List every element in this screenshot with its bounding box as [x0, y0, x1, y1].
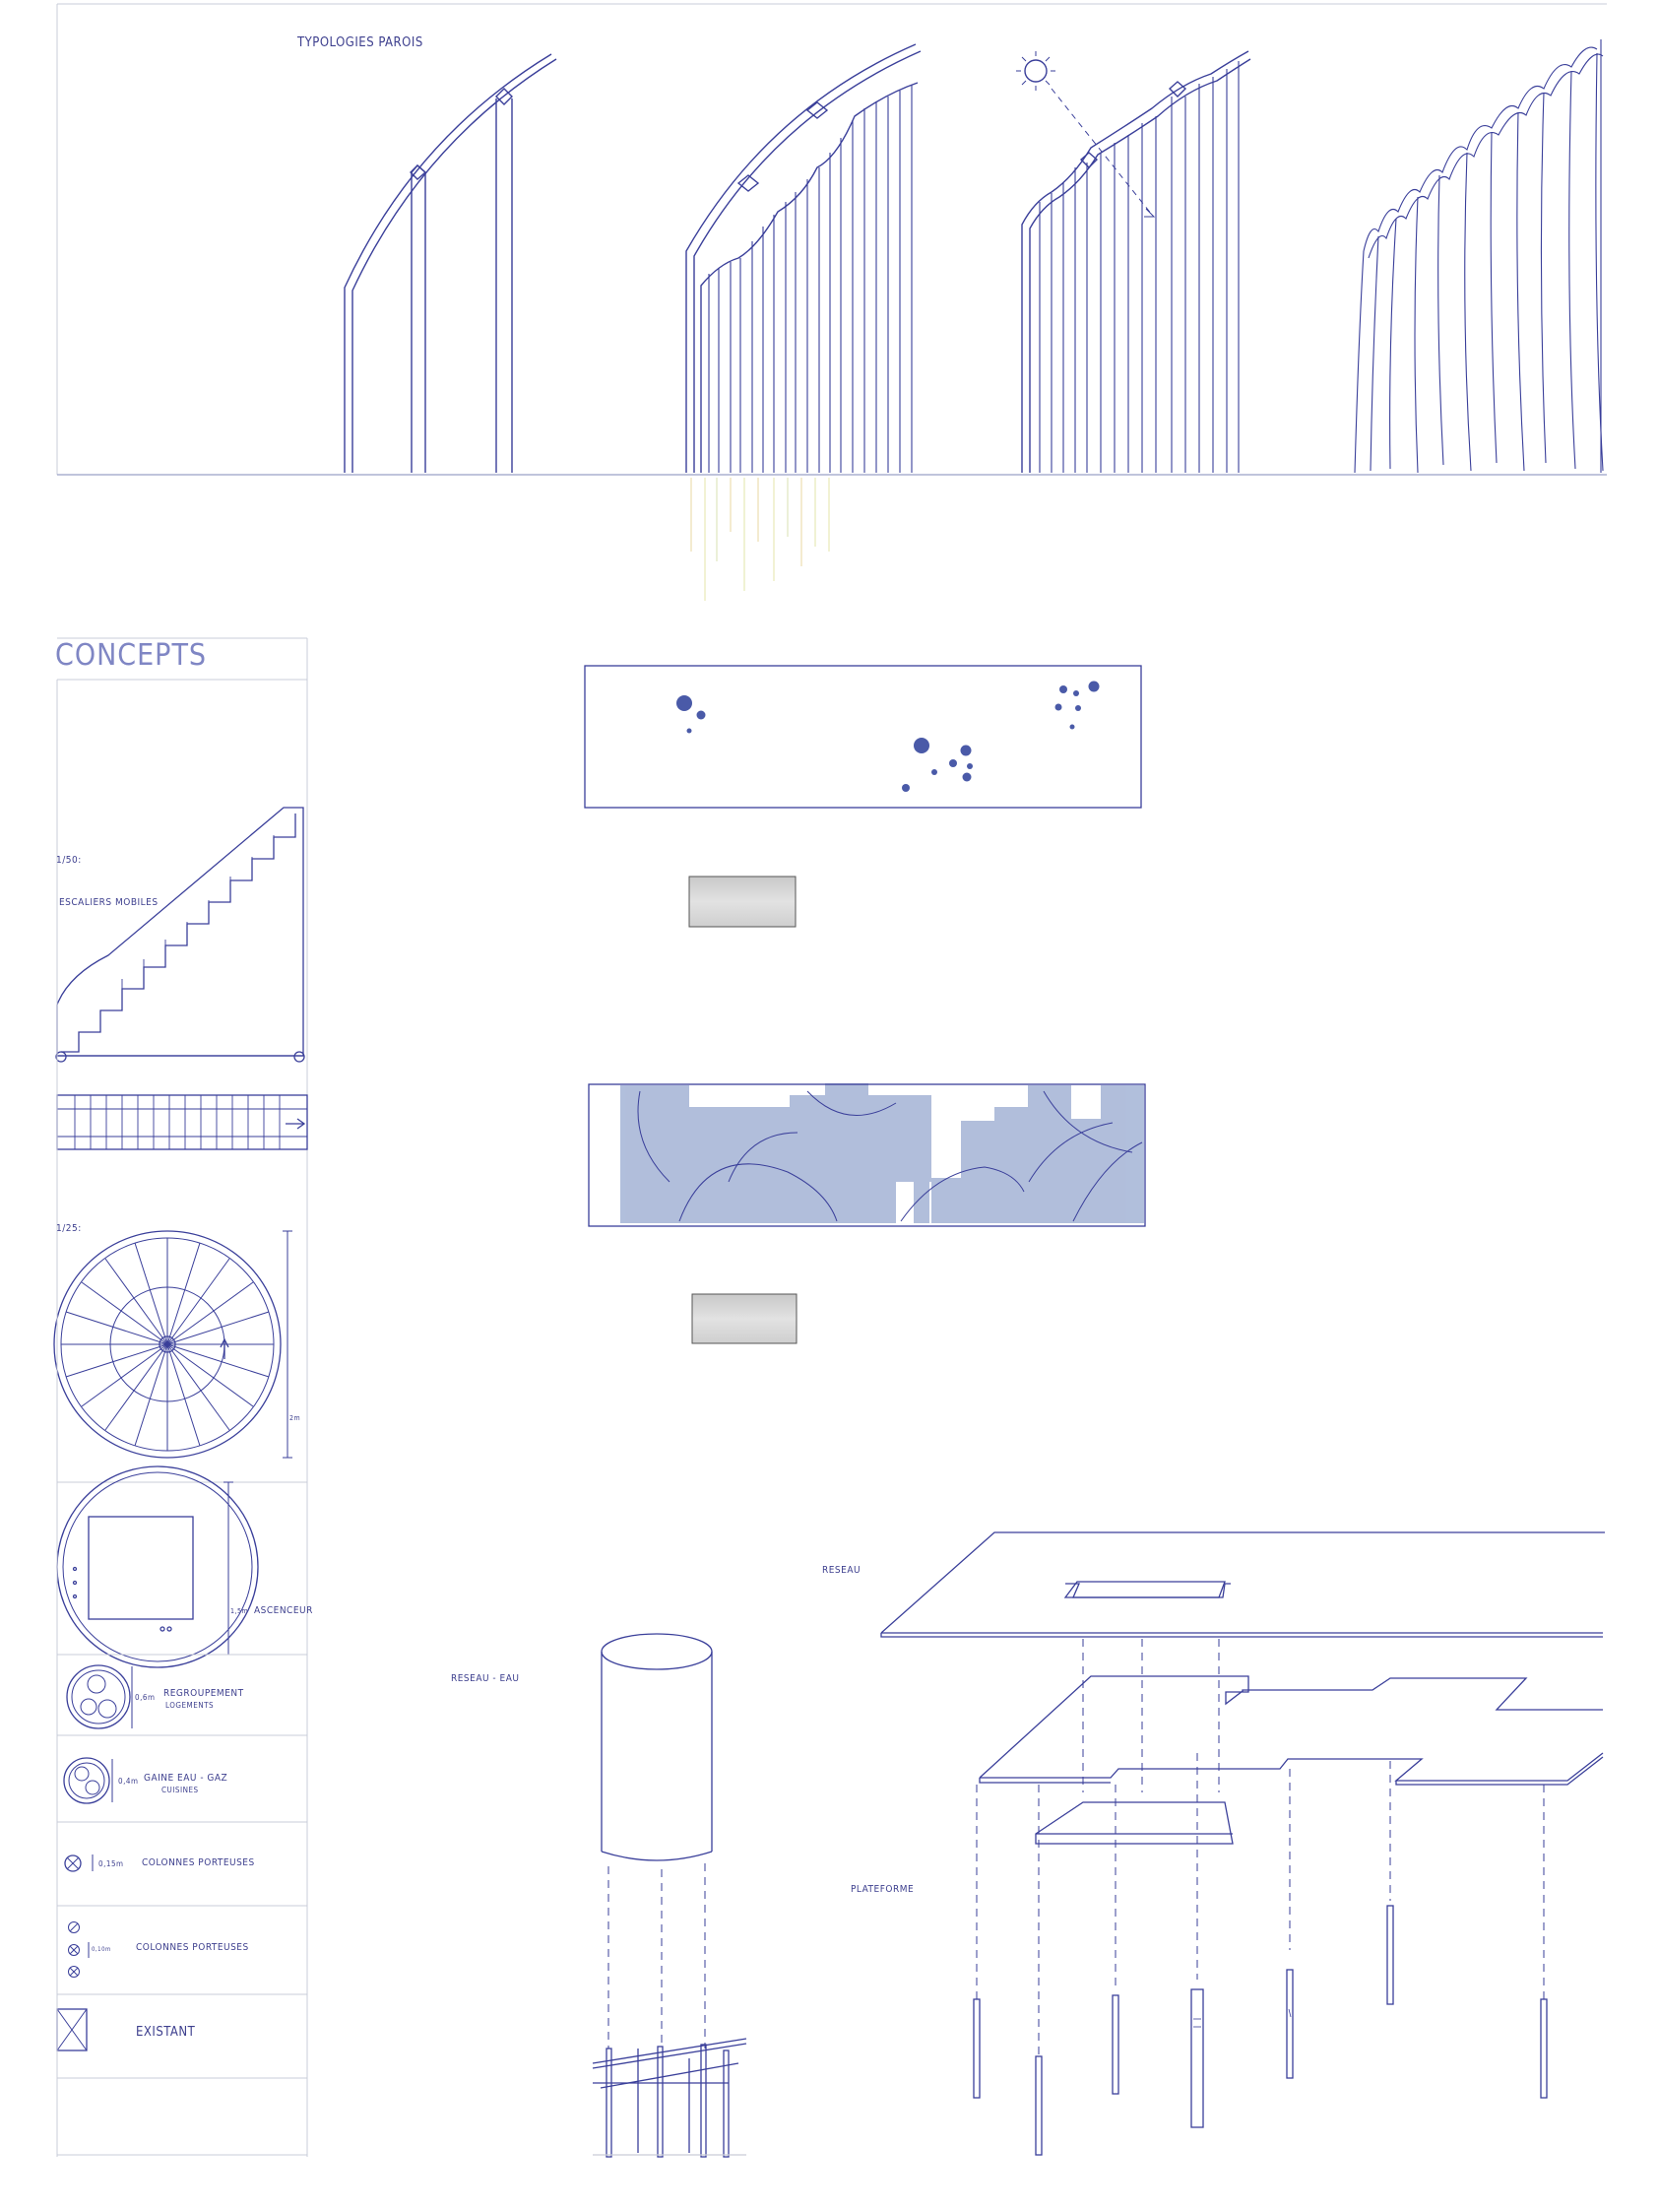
mosaic-plan-strip: [589, 1083, 1145, 1226]
gaine-eau-gaz-label: GAINE EAU - GAZ: [144, 1773, 228, 1784]
colonnes-porteuses-label-2: COLONNES PORTEUSES: [136, 1942, 249, 1953]
logements-label: LOGEMENTS: [165, 1701, 215, 1710]
reseau-eau-label: RESEAU - EAU: [451, 1673, 520, 1684]
elevator-plan: [57, 1466, 307, 1667]
plateforme-label: PLATEFORME: [851, 1884, 915, 1895]
dim-0-4m-label: 0,4m: [118, 1777, 139, 1786]
gray-material-swatch-2: [692, 1294, 797, 1343]
existant-label: EXISTANT: [136, 2025, 196, 2040]
color-drips: [691, 478, 829, 601]
mobile-stairs-elevation: [56, 808, 304, 1062]
typologies-parois-label: TYPOLOGIES PAROIS: [297, 35, 423, 50]
dim-0-10m-label: 0,10m: [92, 1946, 111, 1953]
gray-material-swatch-1: [689, 877, 796, 927]
scale-1-25-label: 1/25:: [56, 1223, 82, 1234]
spiral-stair-plan: [54, 1231, 292, 1458]
concepts-column: [54, 638, 307, 2157]
mobile-stairs-plan: [57, 1095, 307, 1149]
dim-1-5m-label: 1,5m: [230, 1607, 249, 1615]
wall-type-3: [1016, 51, 1250, 473]
dim-2m-label: 2m: [289, 1414, 301, 1422]
dim-0-6m-label: 0,6m: [135, 1693, 156, 1702]
plateforme-axonometric: [881, 1532, 1605, 2155]
colonnes-porteuses-symbol-2: [57, 1922, 307, 1995]
cuisines-label: CUISINES: [161, 1786, 199, 1794]
typologies-panel: [57, 4, 1607, 601]
wall-type-4: [1355, 39, 1603, 473]
reseau-label: RESEAU: [822, 1565, 861, 1576]
colonnes-porteuses-label-1: COLONNES PORTEUSES: [142, 1857, 255, 1868]
scale-1-50-label: 1/50:: [56, 855, 82, 866]
perforated-plan-strip: [585, 666, 1141, 808]
wall-type-2: [686, 44, 921, 473]
regroupement-label: REGROUPEMENT: [163, 1688, 244, 1699]
sun-icon: [1025, 60, 1047, 82]
concepts-title: CONCEPTS: [55, 638, 208, 673]
escaliers-mobiles-label: ESCALIERS MOBILES: [59, 897, 159, 908]
platform-columns: [974, 1906, 1547, 2155]
wall-type-1: [345, 54, 556, 473]
existing-scaffold: [593, 2039, 746, 2157]
reseau-eau-axonometric: [593, 1634, 746, 2157]
dim-0-15m-label: 0,15m: [98, 1859, 124, 1868]
ascenceur-label: ASCENCEUR: [254, 1605, 313, 1616]
